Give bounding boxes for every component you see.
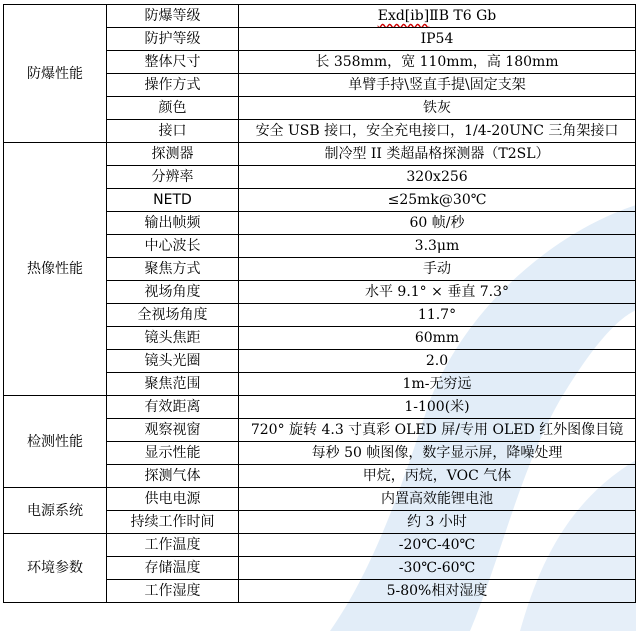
row-key: 显示性能: [107, 442, 239, 465]
section-explosion-proof: 防爆性能: [4, 5, 107, 143]
row-value: [239, 5, 636, 28]
row-key: 观察视窗: [107, 419, 239, 442]
row-key: 聚焦方式: [107, 258, 239, 281]
row-key: 持续工作时间: [107, 511, 239, 534]
row-value: 水平 9.1° × 垂直 7.3°: [239, 281, 636, 304]
row-value: 60mm: [239, 327, 636, 350]
row-key: 探测气体: [107, 465, 239, 488]
row-key: 供电电源: [107, 488, 239, 511]
row-key: 接口: [107, 120, 239, 143]
section-environment: 环境参数: [4, 534, 107, 603]
row-value: -30℃-60℃: [239, 557, 636, 580]
row-value: 5-80%相对湿度: [239, 580, 636, 603]
row-value: -20℃-40℃: [239, 534, 636, 557]
table-row: [4, 143, 636, 166]
row-value: 60 帧/秒: [239, 212, 636, 235]
row-key: 颜色: [107, 97, 239, 120]
row-key: 镜头光圈: [107, 350, 239, 373]
table-row: [4, 396, 636, 419]
row-key: 操作方式: [107, 74, 239, 97]
row-value: 11.7°: [239, 304, 636, 327]
row-value: 3.3μm: [239, 235, 636, 258]
row-key: 聚焦范围: [107, 373, 239, 396]
row-value: 约 3 小时: [239, 511, 636, 534]
row-value: 1-100(米): [239, 396, 636, 419]
row-value: 2.0: [239, 350, 636, 373]
row-value: 甲烷，丙烷，VOC 气体: [239, 465, 636, 488]
row-value: 安全 USB 接口，安全充电接口，1/4-20UNC 三角架接口: [239, 120, 636, 143]
table-row: [4, 5, 636, 28]
value-rest: ⅡB T6 Gb: [429, 8, 497, 24]
row-value: 单臂手持\竖直手提\固定支架: [239, 74, 636, 97]
row-key: 工作温度: [107, 534, 239, 557]
row-key: 视场角度: [107, 281, 239, 304]
row-value: 长 358mm，宽 110mm，高 180mm: [239, 51, 636, 74]
row-value: 制冷型 II 类超晶格探测器（T2SL）: [239, 143, 636, 166]
row-key: 探测器: [107, 143, 239, 166]
row-key: 分辨率: [107, 166, 239, 189]
row-key: NETD: [107, 189, 239, 212]
row-key: 存储温度: [107, 557, 239, 580]
row-value: ≤25mk@30℃: [239, 189, 636, 212]
row-value: 每秒 50 帧图像，数字显示屏，降噪处理: [239, 442, 636, 465]
row-value: 320x256: [239, 166, 636, 189]
row-key: 防护等级: [107, 28, 239, 51]
row-key: 工作湿度: [107, 580, 239, 603]
spec-table: [3, 4, 636, 603]
row-value: 手动: [239, 258, 636, 281]
row-value: 铁灰: [239, 97, 636, 120]
section-power: 电源系统: [4, 488, 107, 534]
row-value: IP54: [239, 28, 636, 51]
row-key: 镜头焦距: [107, 327, 239, 350]
row-key: 中心波长: [107, 235, 239, 258]
row-key: 防爆等级: [107, 5, 239, 28]
row-value: 内置高效能锂电池: [239, 488, 636, 511]
section-detection: 检测性能: [4, 396, 107, 488]
row-value: 720° 旋转 4.3 寸真彩 OLED 屏/专用 OLED 红外图像目镜: [239, 419, 636, 442]
table-row: [4, 534, 636, 557]
table-row: [4, 488, 636, 511]
row-value: 1m-无穷远: [239, 373, 636, 396]
section-thermal: 热像性能: [4, 143, 107, 396]
row-key: 输出帧频: [107, 212, 239, 235]
row-key: 有效距离: [107, 396, 239, 419]
row-key: 整体尺寸: [107, 51, 239, 74]
value-main: Exd[ib]: [377, 8, 430, 24]
row-key: 全视场角度: [107, 304, 239, 327]
